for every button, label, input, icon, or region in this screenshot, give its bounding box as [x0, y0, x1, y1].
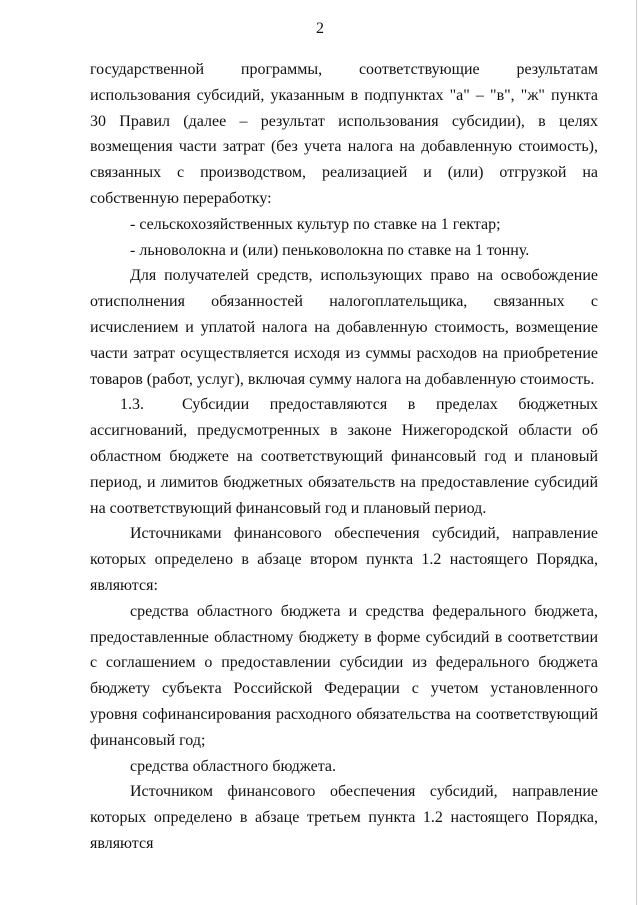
clause-number: 1.3.	[120, 396, 144, 414]
list-item-flax: - льноволокна и (или) пеньковолокна по ставке на 1 тонну.	[130, 241, 530, 259]
paragraph-1-3	[90, 392, 598, 521]
document-body	[90, 57, 598, 857]
paragraph-funding-sources: Источниками финансового обеспечения субсидий, направление которых определено в абзаце втором пункта 1.2 настоящего Порядка, являются:	[90, 525, 598, 594]
clause-text: Субсидии предоставляются в пределах бюджетных ассигнований, предусмотренных в законе Нижегородской области об областном бюджете на соответствующий финансовый год и плановый период, и лимитов бюджетных обязательств на предоставление субсидий на соответствующий финансовый год и плановый период.	[90, 396, 598, 517]
paragraph-funding-source-second: Источником финансового обеспечения субсидий, направление которых определено в абзаце третьем пункта 1.2 настоящего Порядка, являются	[90, 783, 598, 852]
list-item-crops: - сельскохозяйственных культур по ставке на 1 гектар;	[130, 215, 501, 233]
paragraph-regional-funds: средства областного бюджета.	[130, 757, 336, 775]
scan-edge-line	[636, 0, 637, 905]
paragraph-program-results: государственной программы, соответствующие результатам использования субсидий, указанным в подпунктах "а" – "в", "ж" пункта 30 Правил (далее – результат использования субсидии), в целях возмещения части затрат (без учета налога на добавленную стоимость), связанных с производством, реализацией и (или) отгрузкой на собственную переработку:	[90, 61, 598, 207]
page-number: 2	[316, 20, 324, 37]
paragraph-vat-exempt: Для получателей средств, использующих право на освобождение отисполнения обязанностей налогоплательщика, связанных с исчислением и уплатой налога на добавленную стоимость, возмещение части затрат осуществляется исходя из суммы расходов на приобретение товаров (работ, услуг), включая сумму налога на добавленную стоимость.	[90, 267, 598, 388]
paragraph-federal-funds: средства областного бюджета и средства федерального бюджета, предоставленные областному бюджету в форме субсидий в соответствии с соглашением о предоставлении субсидии из федерального бюджета бюджету субъекта Российской Федерации с учетом установленного уровня софинансирования расходного обязательства на соответствующий финансовый год;	[90, 602, 598, 749]
